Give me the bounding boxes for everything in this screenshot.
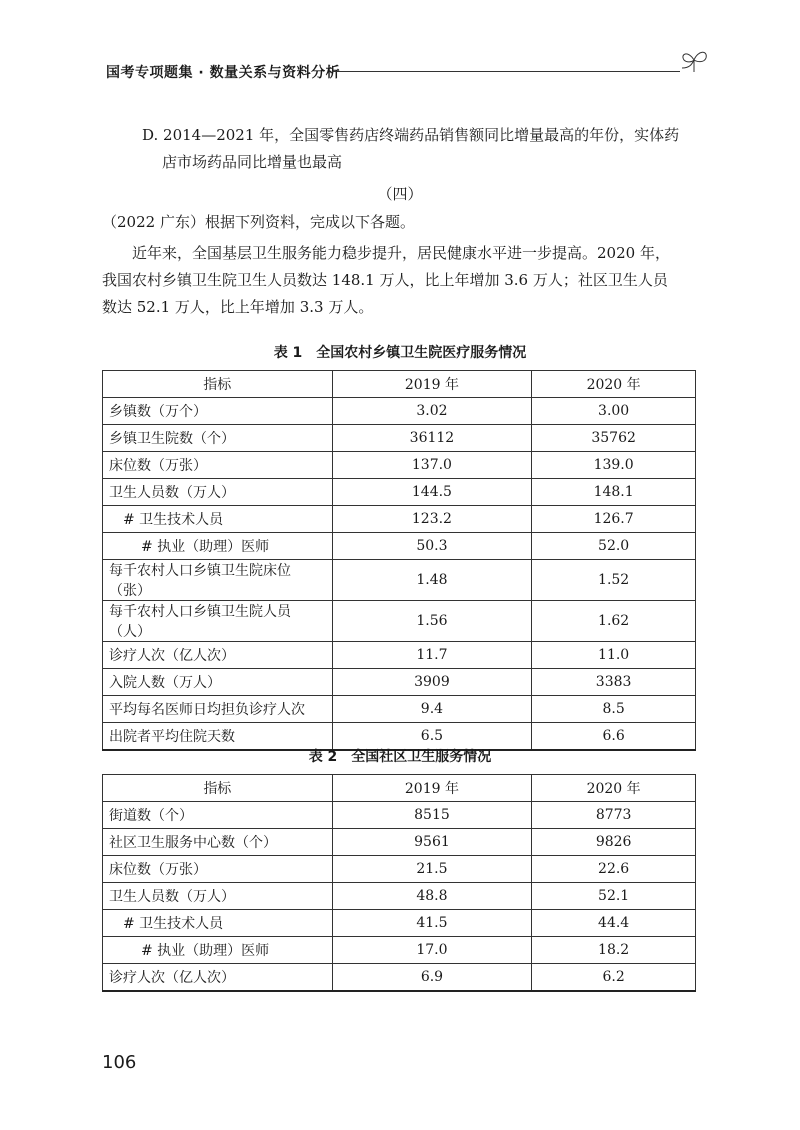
value-cell: 6.6 [532, 723, 696, 751]
value-cell: 50.3 [332, 533, 532, 560]
table-header-row [103, 775, 696, 802]
table-row [103, 601, 696, 642]
row-label-cell: 每千农村人口乡镇卫生院床位（张） [103, 560, 333, 601]
row-label-cell: 平均每名医师日均担负诊疗人次 [103, 696, 333, 723]
table-row [103, 964, 696, 992]
option-d-line2: 店市场药品同比增量也最高 [162, 153, 343, 171]
value-cell: 11.0 [532, 642, 696, 669]
table-row [103, 533, 696, 560]
table-row [103, 642, 696, 669]
row-label-cell: 入院人数（万人） [103, 669, 333, 696]
material-line: 我国农村乡镇卫生院卫生人员数达 148.1 万人，比上年增加 3.6 万人；社区卫生人员 [102, 271, 668, 289]
header-rule [332, 71, 680, 72]
row-label-cell: # 卫生技术人员 [103, 506, 333, 533]
value-cell: 3.02 [332, 398, 532, 425]
value-cell: 8515 [332, 802, 532, 829]
table-row [103, 669, 696, 696]
table-row [103, 425, 696, 452]
table-row [103, 398, 696, 425]
value-cell: 8.5 [532, 696, 696, 723]
table-row [103, 802, 696, 829]
value-cell: 52.1 [532, 883, 696, 910]
row-label-cell: 诊疗人次（亿人次） [103, 642, 333, 669]
row-label-cell: 每千农村人口乡镇卫生院人员（人） [103, 601, 333, 642]
row-label-cell: 床位数（万张） [103, 856, 333, 883]
material-line: 数达 52.1 万人，比上年增加 3.3 万人。 [102, 298, 374, 316]
column-header: 2020 年 [532, 775, 696, 802]
value-cell: 9826 [532, 829, 696, 856]
material-paragraph [102, 240, 702, 321]
value-cell: 11.7 [332, 642, 532, 669]
table-header-row [103, 371, 696, 398]
value-cell: 1.52 [532, 560, 696, 601]
column-header: 2020 年 [532, 371, 696, 398]
value-cell: 123.2 [332, 506, 532, 533]
table-row [103, 452, 696, 479]
value-cell: 6.9 [332, 964, 532, 992]
row-label-cell: 床位数（万张） [103, 452, 333, 479]
row-label-cell: 出院者平均住院天数 [103, 723, 333, 751]
running-header [70, 58, 710, 82]
value-cell: 18.2 [532, 937, 696, 964]
value-cell: 1.56 [332, 601, 532, 642]
value-cell: 1.48 [332, 560, 532, 601]
table-row [103, 856, 696, 883]
column-header: 指标 [103, 775, 333, 802]
row-label-cell: 诊疗人次（亿人次） [103, 964, 333, 992]
value-cell: 9.4 [332, 696, 532, 723]
option-d [102, 122, 702, 176]
table-row [103, 829, 696, 856]
table-row [103, 883, 696, 910]
value-cell: 3383 [532, 669, 696, 696]
value-cell: 52.0 [532, 533, 696, 560]
value-cell: 6.2 [532, 964, 696, 992]
value-cell: 148.1 [532, 479, 696, 506]
value-cell: 44.4 [532, 910, 696, 937]
row-label-cell: 街道数（个） [103, 802, 333, 829]
column-header: 指标 [103, 371, 333, 398]
table1-title: 表 1 全国农村乡镇卫生院医疗服务情况 [273, 345, 527, 361]
table2-title: 表 2 全国社区卫生服务情况 [308, 749, 492, 765]
value-cell: 41.5 [332, 910, 532, 937]
value-cell: 35762 [532, 425, 696, 452]
table-row [103, 937, 696, 964]
value-cell: 36112 [332, 425, 532, 452]
material-line: 近年来，全国基层卫生服务能力稳步提升，居民健康水平进一步提高。2020 年， [132, 244, 670, 262]
value-cell: 22.6 [532, 856, 696, 883]
page-number: 106 [102, 1052, 137, 1073]
row-label-cell: 乡镇数（万个） [103, 398, 333, 425]
table-row [103, 506, 696, 533]
value-cell: 3.00 [532, 398, 696, 425]
value-cell: 139.0 [532, 452, 696, 479]
value-cell: 9561 [332, 829, 532, 856]
row-label-cell: 卫生人员数（万人） [103, 883, 333, 910]
value-cell: 137.0 [332, 452, 532, 479]
value-cell: 21.5 [332, 856, 532, 883]
table2 [102, 774, 696, 992]
header-title: 国考专项题集 · 数量关系与资料分析 [106, 65, 341, 81]
value-cell: 144.5 [332, 479, 532, 506]
value-cell: 1.62 [532, 601, 696, 642]
row-label-cell: 社区卫生服务中心数（个） [103, 829, 333, 856]
value-cell: 17.0 [332, 937, 532, 964]
value-cell: 126.7 [532, 506, 696, 533]
question-intro: （2022 广东）根据下列资料，完成以下各题。 [102, 213, 415, 231]
table1 [102, 370, 696, 751]
row-label-cell: # 卫生技术人员 [103, 910, 333, 937]
row-label-cell: # 执业（助理）医师 [103, 937, 333, 964]
option-d-line1: D. 2014—2021 年，全国零售药店终端药品销售额同比增量最高的年份，实体药 [142, 126, 680, 144]
section-heading: （四） [377, 185, 423, 203]
table-row [103, 479, 696, 506]
table-row [103, 696, 696, 723]
column-header: 2019 年 [332, 775, 532, 802]
value-cell: 3909 [332, 669, 532, 696]
row-label-cell: 卫生人员数（万人） [103, 479, 333, 506]
value-cell: 8773 [532, 802, 696, 829]
table-row [103, 560, 696, 601]
column-header: 2019 年 [332, 371, 532, 398]
value-cell: 48.8 [332, 883, 532, 910]
sprout-icon [678, 46, 712, 76]
table-row [103, 910, 696, 937]
value-cell: 6.5 [332, 723, 532, 751]
row-label-cell: 乡镇卫生院数（个） [103, 425, 333, 452]
row-label-cell: # 执业（助理）医师 [103, 533, 333, 560]
